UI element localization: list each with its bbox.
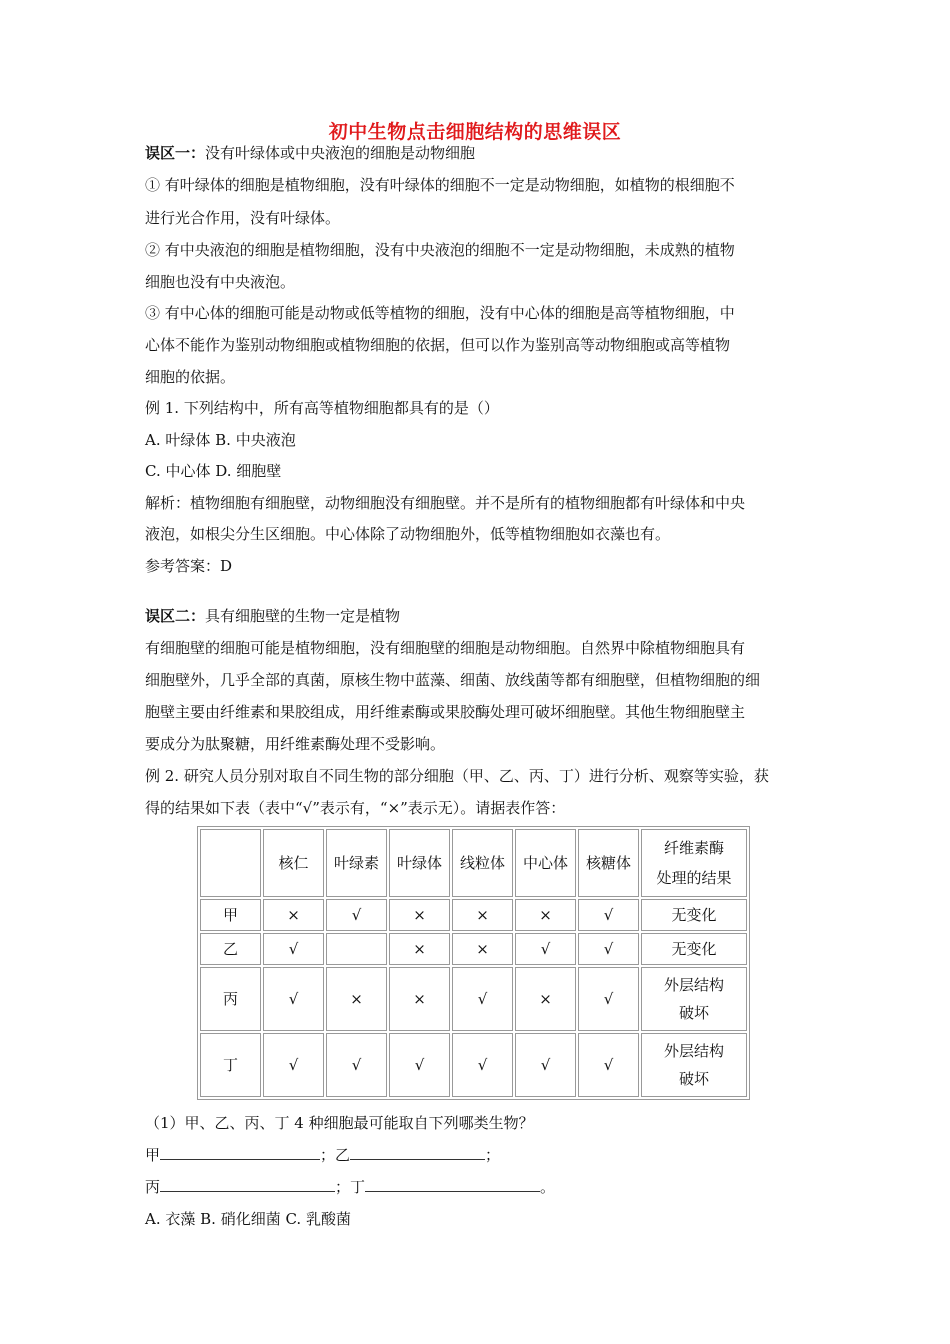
label-jia: 甲 — [145, 1146, 161, 1164]
blank-yi[interactable] — [350, 1145, 485, 1160]
section2-heading-text: 具有细胞壁的生物一定是植物 — [205, 607, 401, 625]
table-cell: √ — [326, 1033, 387, 1097]
blank-jia[interactable] — [160, 1145, 320, 1160]
table-header-result-line2: 处理的结果 — [656, 869, 732, 887]
table-cell: √ — [452, 1033, 513, 1097]
table-cell: √ — [578, 967, 639, 1031]
table-cell: × — [389, 967, 450, 1031]
table-header-cell: 中心体 — [515, 829, 576, 897]
table-header-cell: 叶绿素 — [326, 829, 387, 897]
example1-options-ab: A. 叶绿体 B. 中央液泡 — [145, 431, 296, 449]
table-cell: √ — [578, 899, 639, 931]
table-result-line1: 外层结构 — [663, 1042, 724, 1060]
question1-options: A. 衣藻 B. 硝化细菌 C. 乳酸菌 — [145, 1210, 351, 1228]
separator: ； — [335, 1178, 351, 1196]
label-yi: 乙 — [335, 1146, 351, 1164]
table-row-label: 乙 — [200, 933, 261, 965]
label-ding: 丁 — [350, 1178, 366, 1196]
table-cell — [326, 933, 387, 965]
table-cell: √ — [578, 1033, 639, 1097]
table-row-label: 丁 — [200, 1033, 261, 1097]
table-cell: √ — [578, 933, 639, 965]
table-cell: √ — [263, 967, 324, 1031]
table-cell: √ — [515, 1033, 576, 1097]
table-row-label: 丙 — [200, 967, 261, 1031]
blank-bing[interactable] — [160, 1177, 335, 1192]
section2-heading — [145, 606, 825, 626]
section1-heading-text: 没有叶绿体或中央液泡的细胞是动物细胞 — [205, 144, 476, 162]
example1-analysis-line2: 液泡，如根尖分生区细胞。中心体除了动物细胞外，低等植物细胞如衣藻也有。 — [145, 525, 671, 543]
table-cell: × — [389, 933, 450, 965]
example2-line2: 得的结果如下表（表中“√”表示有，“×”表示无）。请据表作答： — [145, 799, 566, 817]
table-row-label: 甲 — [200, 899, 261, 931]
label-bing: 丙 — [145, 1178, 161, 1196]
table-row — [200, 1033, 747, 1097]
table-result-line2: 破坏 — [678, 1070, 709, 1088]
section1-point3-line1: ③ 有中心体的细胞可能是动物或低等植物的细胞，没有中心体的细胞是高等植物细胞，中 — [145, 304, 735, 322]
table-cell: × — [452, 899, 513, 931]
table-result-cell: 无变化 — [641, 899, 747, 931]
section1-point2-line2: 细胞也没有中央液泡。 — [145, 273, 296, 291]
question1: （1）甲、乙、丙、丁 4 种细胞最可能取自下列哪类生物？ — [145, 1114, 534, 1132]
table-cell: √ — [515, 933, 576, 965]
section1-point3-line2: 心体不能作为鉴别动物细胞或植物细胞的依据，但可以作为鉴别高等动物细胞或高等植物 — [145, 336, 731, 354]
answer-line-bing-ding — [145, 1177, 825, 1197]
table-row — [200, 967, 747, 1031]
example1-question: 例 1. 下列结构中，所有高等植物细胞都具有的是（） — [145, 399, 499, 417]
table-header-cell: 线粒体 — [452, 829, 513, 897]
table-result-line2: 破坏 — [678, 1004, 709, 1022]
table-row — [200, 933, 747, 965]
section2-para-line1: 有细胞壁的细胞可能是植物细胞，没有细胞壁的细胞是动物细胞。自然界中除植物细胞具有 — [145, 639, 746, 657]
separator: ； — [320, 1146, 336, 1164]
page-title: 初中生物点击细胞结构的思维误区 — [328, 121, 622, 143]
blank-ding[interactable] — [365, 1177, 540, 1192]
table-cell: √ — [263, 1033, 324, 1097]
table-header-cell: 核仁 — [263, 829, 324, 897]
table-row — [200, 899, 747, 931]
end-mark: 。 — [540, 1178, 556, 1196]
example1-answer: 参考答案：D — [145, 557, 233, 575]
section1-point2-line1: ② 有中央液泡的细胞是植物细胞，没有中央液泡的细胞不一定是动物细胞，未成熟的植物 — [145, 241, 735, 259]
example1-options-cd: C. 中心体 D. 细胞壁 — [145, 462, 282, 480]
table-cell: × — [326, 967, 387, 1031]
table-header-row — [200, 829, 747, 897]
table-cell: × — [452, 933, 513, 965]
section2-para-line4: 要成分为肽聚糖，用纤维素酶处理不受影响。 — [145, 735, 446, 753]
table-header-cell: 核糖体 — [578, 829, 639, 897]
table-cell: × — [263, 899, 324, 931]
table-result-cell: 无变化 — [641, 933, 747, 965]
table-cell: × — [515, 967, 576, 1031]
cell-structure-table — [197, 826, 750, 1100]
section1-point1-line1: ① 有叶绿体的细胞是植物细胞，没有叶绿体的细胞不一定是动物细胞，如植物的根细胞不 — [145, 176, 735, 194]
answer-line-jia-yi — [145, 1145, 825, 1165]
table-cell: √ — [452, 967, 513, 1031]
table-result-cell — [641, 967, 747, 1031]
section1-heading — [145, 143, 825, 163]
table-cell: √ — [326, 899, 387, 931]
example2-line1: 例 2. 研究人员分别对取自不同生物的部分细胞（甲、乙、丙、丁）进行分析、观察等实验，获 — [145, 767, 769, 785]
section2-heading-label: 误区二： — [145, 607, 206, 625]
table-header-result — [641, 829, 747, 897]
section1-point1-line2: 进行光合作用，没有叶绿体。 — [145, 209, 341, 227]
table-cell: × — [389, 899, 450, 931]
table-header-result-line1: 纤维素酶 — [663, 839, 724, 857]
table-result-cell — [641, 1033, 747, 1097]
section2-para-line3: 胞壁主要由纤维素和果胶组成，用纤维素酶或果胶酶处理可破坏细胞壁。其他生物细胞壁主 — [145, 703, 746, 721]
table-cell: √ — [263, 933, 324, 965]
table-cell: √ — [389, 1033, 450, 1097]
table-cell: × — [515, 899, 576, 931]
example1-analysis-line1: 解析：植物细胞有细胞壁，动物细胞没有细胞壁。并不是所有的植物细胞都有叶绿体和中央 — [145, 494, 746, 512]
table-result-line1: 外层结构 — [663, 976, 724, 994]
separator: ； — [485, 1146, 501, 1164]
section2-para-line2: 细胞壁外，几乎全部的真菌，原核生物中蓝藻、细菌、放线菌等都有细胞壁，但植物细胞的细 — [145, 671, 761, 689]
section1-point3-line3: 细胞的依据。 — [145, 368, 236, 386]
table-header-corner — [200, 829, 261, 897]
table-header-cell: 叶绿体 — [389, 829, 450, 897]
section1-heading-label: 误区一： — [145, 144, 206, 162]
